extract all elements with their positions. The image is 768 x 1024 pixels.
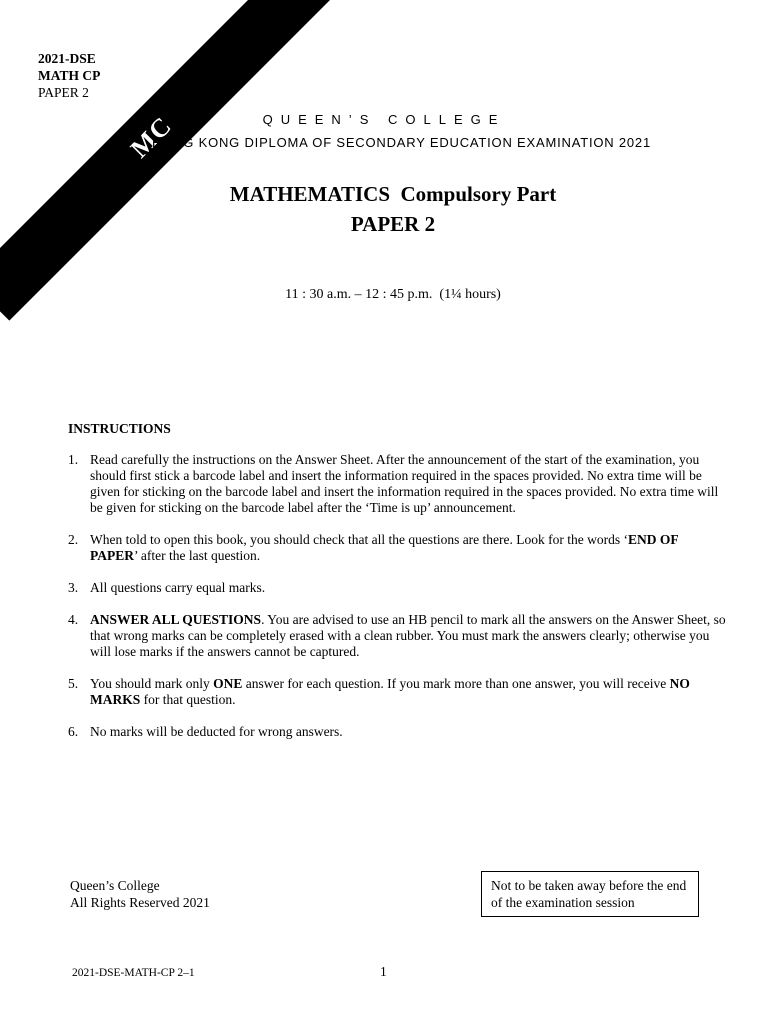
instruction-item: 2. When told to open this book, you should check that all the questions are there. Look for the words ‘END OF PAPER’ after the last question. bbox=[68, 532, 679, 563]
notice-box: Not to be taken away before the end of the examination session bbox=[481, 871, 699, 917]
subject-title: MATHEMATICS Compulsory Part bbox=[229, 182, 557, 206]
instructions-list bbox=[68, 452, 728, 756]
instructions-title: INSTRUCTIONS bbox=[68, 421, 171, 436]
footer-org: Queen’s College bbox=[70, 878, 160, 893]
page-number: 1 bbox=[380, 964, 387, 979]
paper-header bbox=[38, 50, 100, 101]
mc-banner bbox=[0, 0, 342, 321]
instruction-item: 5. You should mark only ONE answer for each question. If you mark more than one answer, you will receive NO MARKS for that question. bbox=[68, 676, 690, 707]
instruction-item: 3. All questions carry equal marks. bbox=[68, 580, 266, 595]
header-line-1: 2021-DSE bbox=[38, 51, 96, 66]
instruction-item: 6. No marks will be deducted for wrong answers. bbox=[68, 724, 343, 739]
paper-title: PAPER 2 bbox=[350, 212, 436, 236]
exam-time: 11 : 30 a.m. – 12 : 45 p.m. (1¼ hours) bbox=[285, 287, 501, 302]
footer-rights: All Rights Reserved 2021 bbox=[70, 895, 210, 910]
copyright-block bbox=[70, 877, 210, 911]
banner-label: MC bbox=[124, 110, 178, 164]
college-name: QUEEN’S COLLEGE bbox=[262, 112, 506, 127]
exam-title: HONG KONG DIPLOMA OF SECONDARY EDUCATION EXAMINATION 2021 bbox=[151, 135, 651, 150]
instruction-item: 4. ANSWER ALL QUESTIONS. You are advised to use an HB pencil to mark all the answers on the Answer Sheet, so that wrong marks can be completely erased with a clean rubber. You must mark the answers clearly; otherwise you will lose marks if the answers cannot be captured. bbox=[68, 612, 726, 659]
paper-code: 2021-DSE-MATH-CP 2–1 bbox=[72, 967, 195, 979]
instruction-item: 1. Read carefully the instructions on the Answer Sheet. After the announcement of the start of the examination, you should first stick a barcode label and insert the information required in the spaces provided. No extra time will be given for sticking on the barcode label and insert the information required in the spaces provided. No extra time will be given for sticking on the barcode label after the ‘Time is up’ announcement. bbox=[68, 452, 719, 515]
header-line-3: PAPER 2 bbox=[38, 85, 89, 100]
header-line-2: MATH CP bbox=[38, 68, 101, 83]
